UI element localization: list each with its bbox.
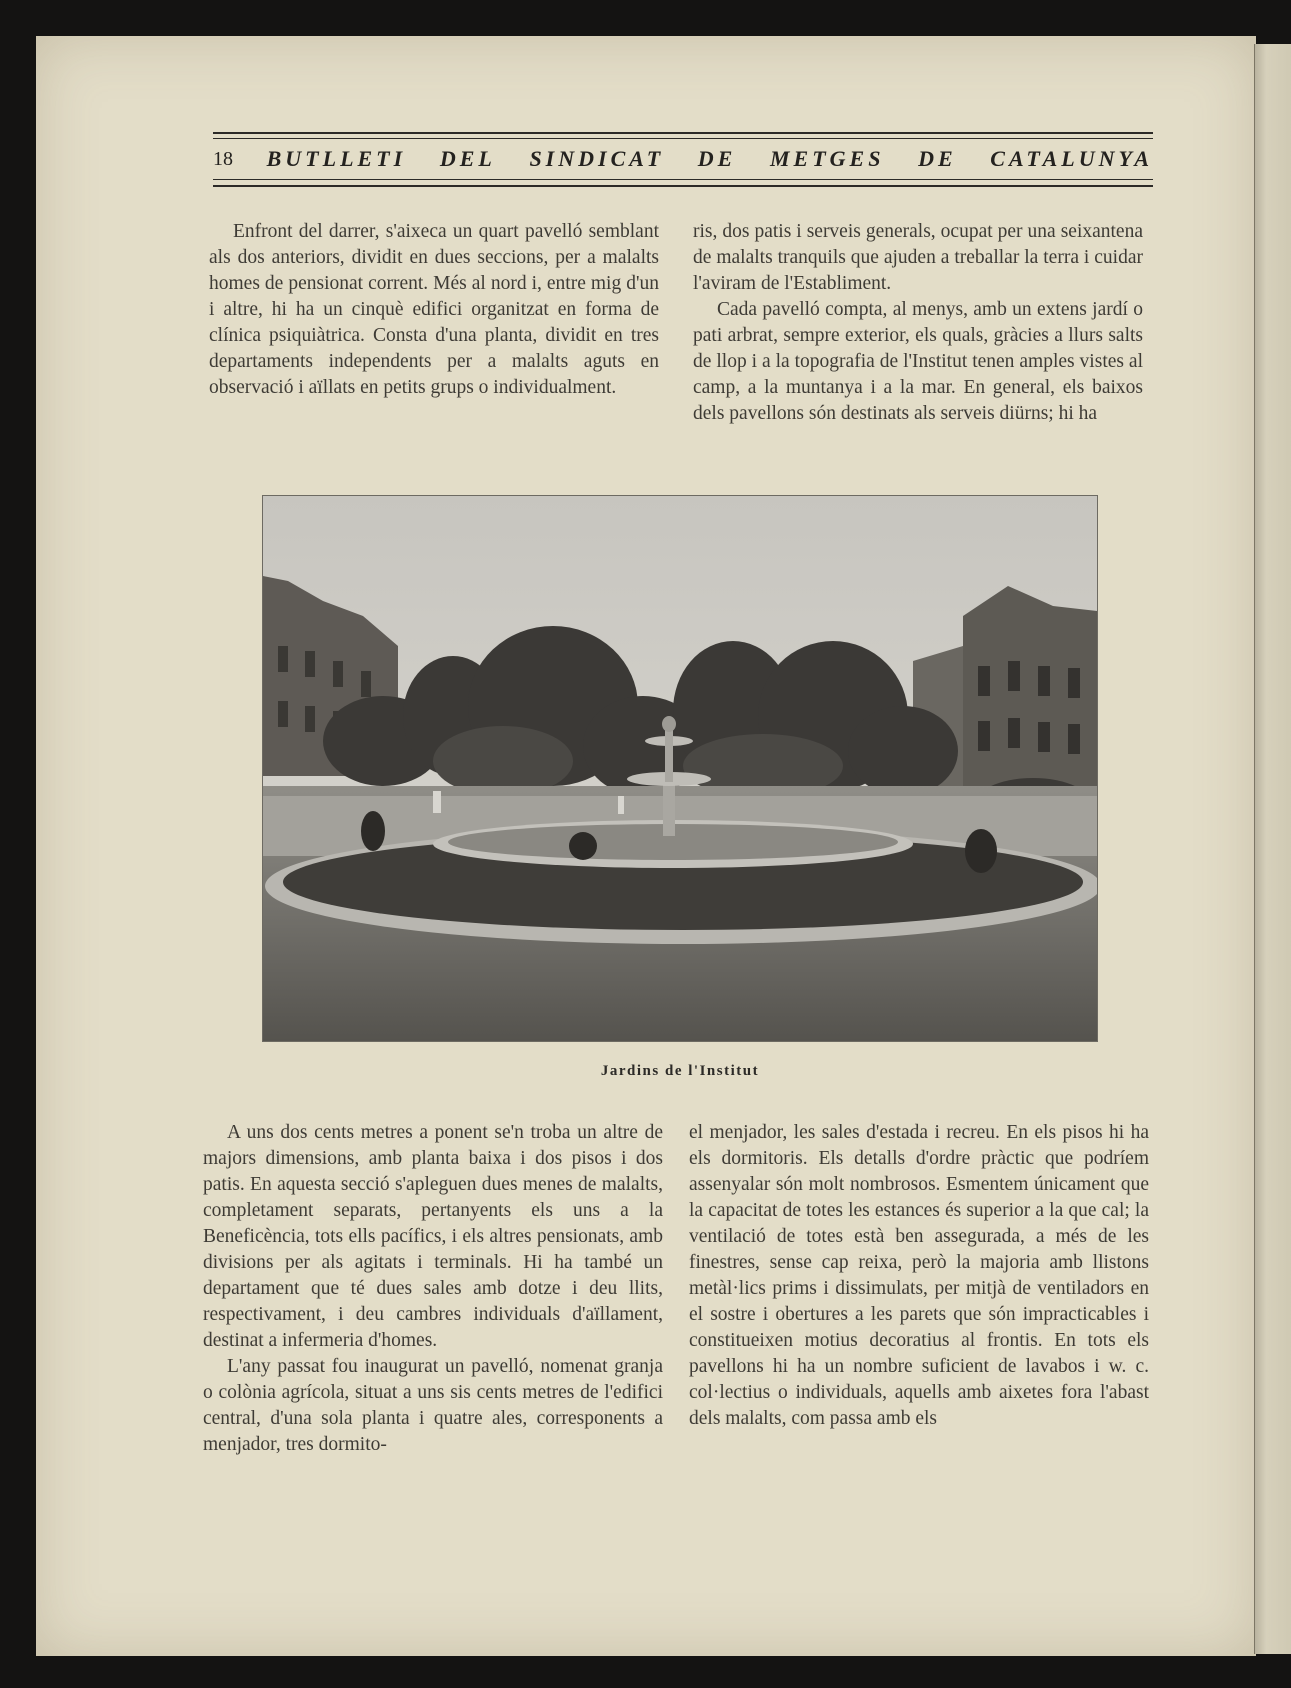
header-title <box>213 144 1153 174</box>
garden-photo-illustration <box>263 496 1097 1041</box>
garden-photograph <box>262 495 1098 1042</box>
paragraph: L'any passat fou inaugurat un pavelló, nomenat granja o colònia agrícola, situat a uns sis cents metres de l'edifici central, d'una sola planta i quatre ales, corresponents a menjador, tres dormito- <box>203 1356 663 1455</box>
header-rule <box>213 179 1153 180</box>
paragraph: el menjador, les sales d'estada i recreu. En els pisos hi ha els dormitoris. Els detalls d'ordre pràctic que podríem assenyalar són molt nombrosos. Esmentem únicament que la capacitat de totes les estances és superior a la que cal; la ventilació de totes està ben assegurada, a més de les finestres, sense cap reixa, però la majoria amb llistons metàl·lics prims i dissimulats, per mitjà de ventiladors en el sostre i obertures a les parets que són impracticables i constitueixen motius decoratius al frontis. En tots els pavellons hi ha un nombre suficient de lavabos i w. c. col·lectius o individuals, aquells amb aixetes fora l'abast dels malalts, com passa amb els <box>689 1122 1149 1429</box>
header-word: SINDICAT <box>529 146 665 171</box>
text-column-bottom-left <box>203 1120 663 1458</box>
paragraph: Cada pavelló compta, al menys, amb un extens jardí o pati arbrat, sempre exterior, els quals, gràcies a llurs salts de llop i a la topografia de l'Institut tenen amples vistes al camp, a la muntanya i a la mar. En general, els baixos dels pavellons són destinats als serveis diürns; hi ha <box>693 299 1143 424</box>
text-column-top-right <box>693 219 1143 427</box>
header-word: DEL <box>439 146 496 171</box>
paragraph: A uns dos cents metres a ponent se'n troba un altre de majors dimensions, amb planta baixa i dos pisos i dos patis. En aquesta secció s'apleguen dues menes de malalts, completament separats, pertanyents els uns a la Beneficència, tots ells pacífics, i els altres pensionats, amb divisions per als agitats i terminals. Hi ha també un departament que té dues sales amb dotze i deu llits, respectivament, i deu cambres individuals d'aïllament, destinat a infermeria d'homes. <box>203 1122 663 1351</box>
header-word: METGES <box>769 146 885 171</box>
header-word: DE <box>697 146 737 171</box>
paragraph: ris, dos patis i serveis generals, ocupat per una seixantena de malalts tranquils que ajuden a treballar la terra i cuidar l'aviram de l'Establiment. <box>693 221 1143 294</box>
text-column-top-left <box>209 219 659 401</box>
header-word: BUTLLETI <box>266 146 407 171</box>
page-number: 18 <box>213 147 233 170</box>
header-word: DE <box>918 146 957 171</box>
figure-caption: Jardins de l'Institut <box>600 1063 760 1079</box>
text-column-bottom-right <box>689 1120 1149 1432</box>
header-rule <box>213 185 1153 187</box>
paragraph: Enfront del darrer, s'aixeca un quart pavelló semblant als dos anteriors, dividit en dues seccions, per a malalts homes de pensionat corrent. Més al nord i, entre mig d'un i altre, hi ha un cinquè edifici organitzat en forma de clínica psiquiàtrica. Consta d'una planta, dividit en tres departaments independents per a malalts aguts en observació i aïllats en petits grups o individualment. <box>209 221 659 398</box>
header-rule <box>213 132 1153 134</box>
header-rule <box>213 138 1153 139</box>
next-page-edge <box>1254 44 1291 1654</box>
header-word: CATALUNYA <box>990 146 1153 171</box>
running-header <box>213 132 1153 190</box>
